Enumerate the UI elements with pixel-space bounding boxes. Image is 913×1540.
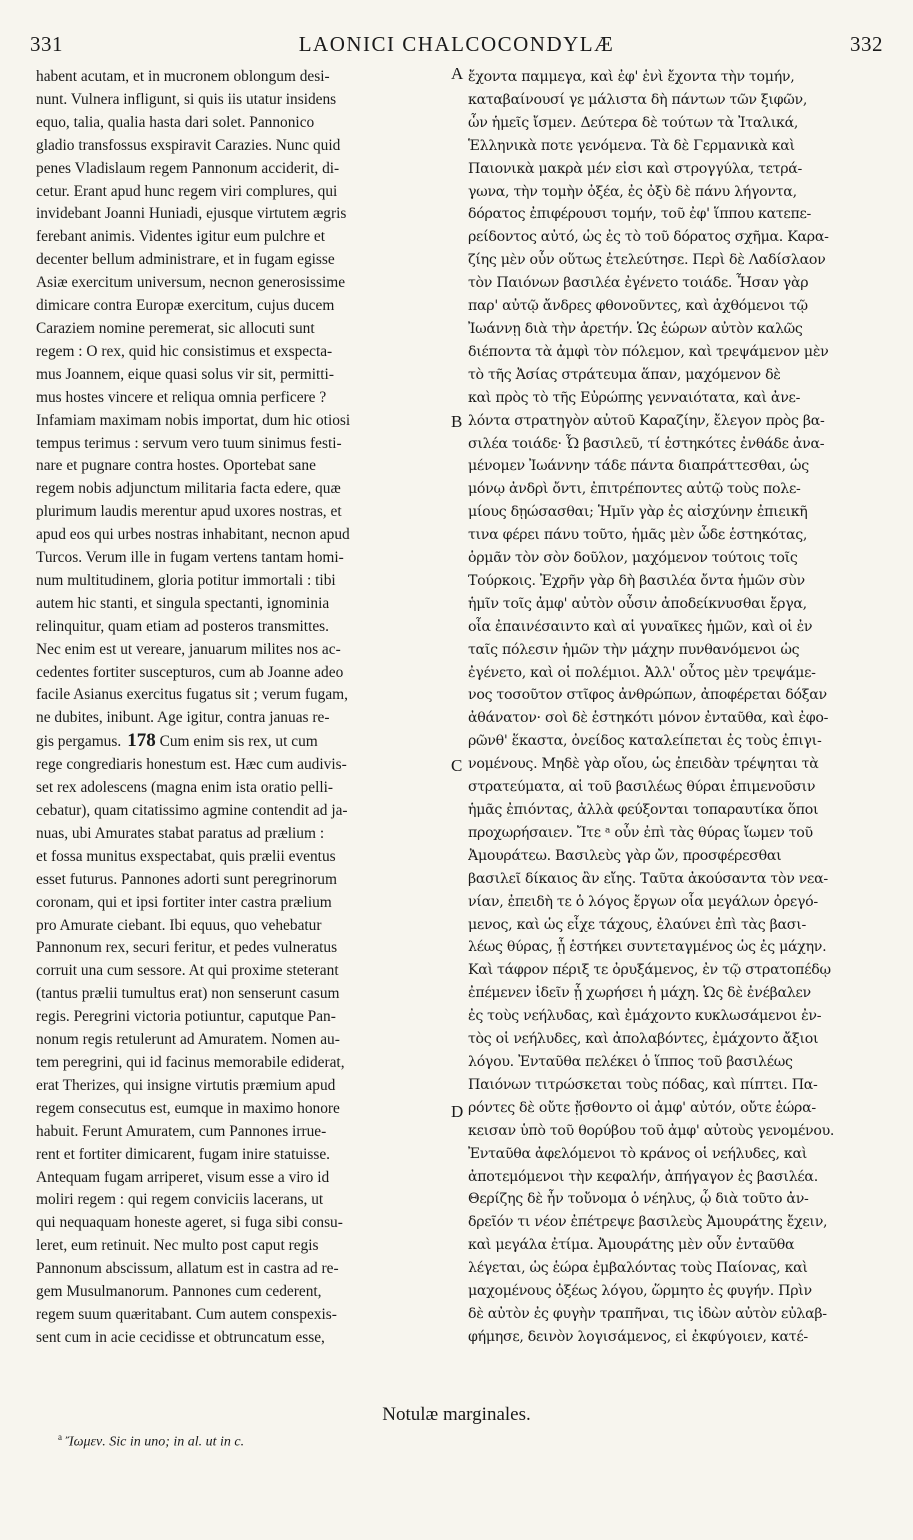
footnote [58, 1432, 244, 1451]
text-line: τὸ τῆς Ἀσίας στράτευμα ἅπαν, μαχόμενον δὲ [468, 366, 781, 383]
text-line: λέως θύρας, ᾗ ἑστήκει συντεταγμένος ὡς ἐς μάχην. [468, 939, 827, 956]
text-line: rent et fortiter dimicarent, fugam inire statuisse. [36, 1145, 331, 1163]
text-line: regem : O rex, quid hic consistimus et exspecta- [36, 342, 333, 360]
text-line: διέποντα τὰ ἀμφὶ τὸν πόλεμον, καὶ τρεψάμενον μὲν [468, 343, 829, 360]
text-line: invidebant Joanni Huniadi, ejusque virtutem ægris [36, 205, 347, 223]
text-line: habent acutam, et in mucronem oblongum desi- [36, 68, 330, 85]
text-line: καὶ πρὸς τὸ τῆς Εὐρώπης γενναιότατα, καὶ ἀνε- [468, 389, 801, 406]
text-line: δὲ αὐτὸν ἐς φυγὴν τραπῆναι, τις ἰδὼν αὐτὸν εὐλαβ- [468, 1305, 827, 1322]
text-line: erat Therizes, qui insigne virtutis præmium apud [36, 1076, 336, 1094]
text-line: regem suum quæritabant. Cum autem conspexis- [36, 1305, 337, 1323]
text-line: Θερίζης δὲ ἦν τοὔνομα ὁ νέηλυς, ᾧ διὰ τοῦτο ἀν- [468, 1191, 809, 1208]
text-line: μενος, καὶ ὡς εἶχε τάχους, ἐλαύνει ἐπὶ τὰς βασι- [468, 916, 806, 933]
text-line: Παιόνων τιτρώσκεται τοὺς πόδας, καὶ πίπτει. Πα- [468, 1076, 818, 1093]
text-line: στρατεύματα, αἱ τοῦ βασιλέως θύραι ἐπιμενοῦσιν [468, 779, 816, 796]
text-line: ἔχοντα παμμεγα, καὶ ἐφ' ἑνὶ ἔχοντα τὴν τομήν, [468, 69, 795, 85]
text-line: coronam, qui et ipsi fortiter inter castra prælium [36, 893, 332, 911]
text-line: nuas, ubi Amurates stabat paratus ad prælium : [36, 824, 325, 842]
text-line: leret, eum retinuit. Nec multo post caput regis [36, 1237, 319, 1255]
text-line: λόγου. Ἐνταῦθα πελέκει ὁ ἵππος τοῦ βασιλέως [468, 1053, 793, 1070]
text-line: habuit. Ferunt Amuratem, cum Pannones irrue- [36, 1122, 327, 1140]
page-number-left: 331 [30, 32, 63, 56]
latin-column [36, 66, 446, 1350]
text-line: Antequam fugam arriperet, visum esse a viro id [36, 1168, 330, 1186]
margin-marker-d: D [451, 1102, 464, 1121]
text-line: rege congrediaris honestum est. Hæc cum audivis- [36, 756, 347, 774]
margin-marker-b: B [451, 412, 463, 431]
text-line: ἐπέμενεν ἰδεῖν ᾗ χωρήσει ἡ μάχη. Ὡς δὲ ἐνέβαλεν [468, 985, 811, 1002]
text-line: ne dubites, inibunt. Age igitur, contra januas re- [36, 709, 330, 727]
text-line: μένομεν Ἰωάννην τάδε πάντα διαπράττεσθαι, ὡς [468, 458, 809, 475]
text-line: Pannonum rex, securi feritur, et pedes vulneratus [36, 939, 338, 957]
text-line: ρόντες δὲ οὔτε ᾔσθοντο οἱ ἀμφ' αὐτόν, οὔτε ἑώρα- [468, 1099, 816, 1116]
text-line: νος τοσοῦτον στῖφος ἀνθρώπων, ἀποφέρεται δόξαν [468, 687, 827, 704]
text-line: equo, talia, qualia hasta dari solet. Pannonico [36, 113, 315, 131]
text-line: φήμησε, δεινὸν λογισάμενος, εἰ ἐκφύγοιεν, κατέ- [468, 1328, 808, 1345]
text-line: Pannonum abscissum, allatum est in castra ad re- [36, 1260, 339, 1278]
text-line: ἐς τοὺς νεήλυδας, καὶ ἐμάχοντο κυκλωσάμενοι ἐν- [468, 1008, 822, 1025]
text-line: set rex adolescens (magna enim ista oratio pelli- [36, 779, 334, 797]
text-line: Infamiam maximam nobis importat, dum hic otiosi [36, 411, 351, 429]
text-line: ἡμῖν τοῖς ἀμφ' αὐτὸν οὖσιν ἀποδείκνυσθαι ἔργα, [468, 595, 807, 612]
text-line: regem consecutus est, eumque in maximo honore [36, 1099, 340, 1117]
text-line: ταῖς πόλεσιν ἡμῶν τὴν μάχην πυνθανόμενοι ὡς [468, 641, 800, 658]
text-line: ἀποτεμόμενοι τὴν κεφαλήν, ἀπήγαγον ἐς βασιλέα. [468, 1168, 818, 1185]
text-line: Ἑλληνικὰ ποτε γενόμενα. Τὰ δὲ Γερμανικὰ καὶ [468, 137, 795, 154]
text-line: esset futurus. Pannones adorti sunt peregrinorum [36, 870, 337, 888]
text-line: moliri regem : qui regem conviciis lacerans, ut [36, 1191, 324, 1209]
text-line: autem hic stanti, et singula spectanti, ignominia [36, 594, 330, 612]
text-line: Παιονικὰ μακρὰ μέν εἰσι καὶ στρογγύλα, τετρά- [468, 160, 803, 177]
text-line: cetur. Erant apud hunc regem viri complures, qui [36, 182, 338, 200]
text-line: μίους δῃώσασθαι; Ἡμῖν γὰρ ἐς αἰσχύνην ἐπιεικῆ [468, 504, 808, 521]
text-line: κεισαν ὑπὸ τοῦ θορύβου τοῦ ἀμφ' αὐτοὺς γενομένου. [468, 1122, 835, 1139]
text-line: παρ' αὐτῷ ἄνδρες φθονοῦντες, καὶ ἀχθόμενοι τῷ [468, 298, 808, 315]
text-line: (tantus prælii tumultus erat) non senserunt casum [36, 985, 340, 1003]
text-line: προχωρήσαιεν. Ἴτε ᵃ οὖν ἐπὶ τὰς θύρας ἴωμεν τοῦ [468, 824, 813, 841]
text-line: nunt. Vulnera infligunt, si quis iis utatur insidens [36, 90, 337, 108]
text-line: ρείδοντος αὐτό, ὡς ἐς τὸ τοῦ δόρατος σχῆμα. Καρα- [468, 229, 829, 246]
running-header [30, 32, 883, 58]
text-line: corruit una cum sessore. At qui proxime steterant [36, 962, 339, 980]
text-line: apud eos qui urbes nostras inhabitant, necnon apud [36, 526, 350, 544]
text-line: λόντα στρατηγὸν αὐτοῦ Καραζίην, ἔλεγον πρὸς βα- [468, 412, 825, 429]
footnote-text: Ἴωμεν. Sic in uno; in al. ut in c. [65, 1434, 245, 1450]
chapter-number: 178 [127, 730, 156, 752]
text-line: σιλέα τοιάδε· Ὦ βασιλεῦ, τί ἑστηκότες ἐνθάδε ἀνα- [468, 435, 825, 452]
text-line: penes Vladislaum regem Pannonum acciderit, di- [36, 159, 340, 177]
text-line: ρῶνθ' ἕκαστα, ὀνείδος καταλείπεται ἐς τοὺς ἐπιγι- [468, 733, 822, 750]
text-line: num multitudinem, gloria potitur immortali : tibi [36, 571, 336, 589]
footnote-mark: a [58, 1432, 62, 1442]
text-line: τινα φέρει πάνυ τοῦτο, ἡμᾶς μὲν ὧδε ἑστηκότας, [468, 527, 808, 544]
text-line: et fossa munitus exspectabat, quis prælii eventus [36, 847, 336, 865]
text-line: λέγεται, ὡς ἑώρα ἐμβαλόντας τοὺς Παίονας, καὶ [468, 1260, 808, 1277]
text-line: ἐγένετο, καὶ οἱ πολέμιοι. Ἀλλ' οὗτος μὲν τρεψάμε- [468, 664, 816, 681]
text-line: Τούρκοις. Ἐχρῆν γὰρ δὴ βασιλέα ὄντα ἡμῶν σὺν [468, 572, 805, 589]
text-line: Turcos. Verum ille in fugam vertens tantam homi- [36, 549, 344, 567]
text-line: ferebant animis. Videntes igitur eum pulchre et [36, 228, 325, 246]
text-line: δόρατος ἐπιφέρουσι τομήν, τοῦ ἐφ' ἵππου κατεπε- [468, 206, 812, 223]
text-line: mus hostes vincere et reliqua omnia perficere ? [36, 388, 327, 406]
text-line: ἡμᾶς ἐπιόντας, ἀλλὰ φεύξονται τοπαραυτίκα ὅποι [468, 802, 819, 818]
text-line: τὸς οἱ νεήλυδες, καὶ ἀπολαβόντες, ἐμάχοντο ἄξιοι [468, 1031, 819, 1048]
running-title: LAONICI CHALCOCONDYLÆ [298, 32, 615, 56]
text-line: βασιλεῖ δίκαιος ἂν εἴης. Ταῦτα ἀκούσαντα τὸν νεα- [468, 870, 828, 887]
text-line: Ἰωάννῃ διὰ τὴν ἀρετήν. Ὡς ἑώρων αὐτὸν καλῶς [468, 320, 803, 337]
text-line: regis. Peregrini victoria potiuntur, caputque Pan- [36, 1008, 336, 1026]
text-line: Ἀμουράτεω. Βασιλεὺς γὰρ ὤν, προσφέρεσθαι [468, 847, 782, 864]
text-line: regem nobis adjunctum militaria facta edere, quæ [36, 480, 341, 498]
text-line: Καὶ τάφρον πέριξ τε ὀρυξάμενος, ἐν τῷ στρατοπέδῳ [468, 962, 831, 979]
text-line: tempus terimus : servum vero tuum sinimus festi- [36, 434, 342, 452]
text-line: τὸν Παιόνων βασιλέα ἐγένετο τοιάδε. Ἦσαν γὰρ [468, 275, 809, 292]
text-line: decenter bellum administrare, et in fugam egisse [36, 251, 335, 269]
text-line: ἀθάνατον· σοὶ δὲ ἑστηκότι μόνον ἐνταῦθα, καὶ ἐφο- [468, 710, 829, 727]
text-line: καὶ μεγάλα ἐτίμα. Ἀμουράτης μὲν οὖν ἐνταῦθα [468, 1237, 795, 1254]
text-line: Nec enim est ut vereare, januarum milites nos ac- [36, 640, 341, 658]
text-line: Ἐνταῦθα ἀφελόμενοι τὸ κράνος οἱ νεήλυδες, καὶ [468, 1145, 808, 1162]
text-line: νομένους. Μηδὲ γὰρ οἴου, ὡς ἐπειδὰν τρέψηται τὰ [468, 756, 819, 773]
text-line: plurimum laudis merentur apud uxores nostras, et [36, 503, 342, 521]
text-line: cedentes fortiter suscepturos, cum ab Joanne adeo [36, 663, 344, 681]
text-line: οἷα ἐπαινέσαιντο καὶ αἱ γυναῖκες ἡμῶν, καὶ οἱ ἐν [468, 618, 813, 635]
text-line: pro Amurate ciebant. Ibi equus, quo vehebatur [36, 916, 322, 934]
text-line: ὁρμᾶν τὸν σὸν δοῦλον, μαχόμενον τούτοις τοῖς [468, 550, 798, 567]
text-line: ὧν ἡμεῖς ἴσμεν. Δεύτερα δὲ τούτων τὰ Ἰταλικά, [468, 114, 799, 131]
text-line: Asiæ exercitum universum, necnon generosissime [36, 274, 346, 292]
text-line: mus Joannem, eique quasi solus vir sit, permitti- [36, 365, 334, 383]
text-line: μόνῳ ἀνδρὶ ὄντι, ἐπιτρέποντες αὐτῷ τοὺς πολε- [468, 481, 801, 498]
text-line: facile Asianus exercitus fugatus sit ; verum fugam, [36, 686, 349, 704]
text-line-continuation: Cum enim sis rex, ut cum [155, 733, 318, 751]
greek-column [468, 66, 880, 1349]
text-line: relinquitur, quam etiam ad posteros transmittes. [36, 617, 330, 635]
text-line: cebatur), quam citatissimo agmine contendit ad ja- [36, 802, 348, 819]
text-line: dimicare contra Europæ exercitum, cujus ducem [36, 297, 335, 315]
text-line: qui nequaquam honeste ageret, si fuga sibi consu- [36, 1214, 343, 1232]
page-number-right: 332 [850, 32, 883, 56]
margin-marker-c: C [451, 756, 463, 775]
text-line: νίαν, ἐπειδὴ τε ὁ λόγος ἔργων οἷα μεγάλων ὀρεγό- [468, 893, 818, 910]
text-line: γωνα, τὴν τομὴν ὀξέα, ἐς ὀξὺ δὲ πάνυ λήγοντα, [468, 183, 797, 200]
text-line: nare et pugnare contra hostes. Oportebat sane [36, 457, 316, 475]
text-line: gis pergamus. 178 Cum enim sis rex, ut cum [36, 730, 318, 752]
notulae-title: Notulæ marginales. [382, 1404, 531, 1425]
text-line: tem peregrini, qui id facinus memorabile ediderat, [36, 1053, 345, 1071]
text-line: μαχομένους ὀξέως λόγου, ὥρμητο ἐς φυγήν. Πρὶν [468, 1283, 812, 1300]
text-line: Caraziem nomine peremerat, sic allocuti sunt [36, 319, 315, 337]
text-line: nonum regis retulerunt ad Amuratem. Nomen au- [36, 1031, 340, 1049]
text-line: ζίης μὲν οὖν οὕτως ἐτελεύτησε. Περὶ δὲ Λαδίσλαον [468, 252, 826, 269]
text-line: gladio transfossus exspiravit Carazies. Nunc quid [36, 136, 341, 154]
text-line: καταβαίνουσί γε μάλιστα δὴ πάντων τῶν ξιφῶν, [468, 91, 808, 108]
margin-marker-a: A [451, 64, 464, 83]
text-line: sent cum in acie cecidisse et obtruncatum esse, [36, 1328, 325, 1346]
text-line: δρεῖόν τι νέον ἐπέτρεψε βασιλεὺς Ἀμουράτης ἔχειν, [468, 1214, 828, 1231]
text-line: gem Musulmanorum. Pannones cum cederent, [36, 1283, 322, 1301]
